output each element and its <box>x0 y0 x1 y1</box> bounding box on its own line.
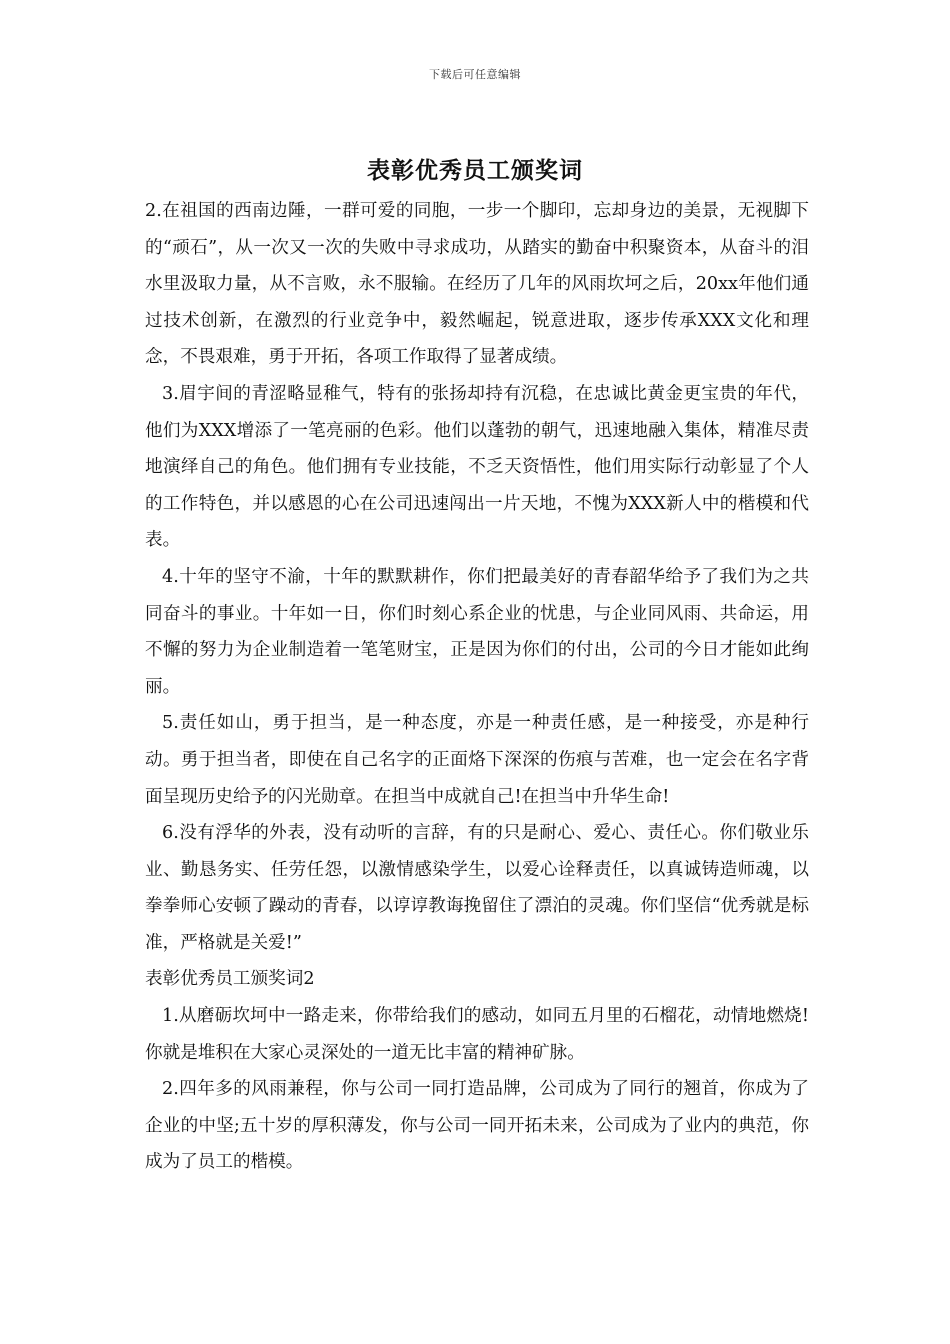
paragraph-2: 2.在祖国的西南边陲，一群可爱的同胞，一步一个脚印，忘却身边的美景，无视脚下的“顽石”，从一次又一次的失败中寻求成功，从踏实的勤奋中积聚资本，从奋斗的泪水里汲取力量，从不言败，永不服输。在经历了几年的风雨坎坷之后，20xx年他们通过技术创新，在激烈的行业竞争中，毅然崛起，锐意进取，逐步传承XXX文化和理念，不畏艰难，勇于开拓，各项工作取得了显著成绩。 <box>145 201 809 368</box>
header-note: 下载后可任意编辑 <box>429 68 521 81</box>
document-title: 表彰优秀员工颁奖词 <box>367 157 583 184</box>
document-body <box>145 193 809 1181</box>
section2-paragraph-2: 2.四年多的风雨兼程，你与公司一同打造品牌，公司成为了同行的翘首，你成为了企业的中坚;五十岁的厚积薄发，你与公司一同开拓未来，公司成为了业内的典范，你成为了员工的楷模。 <box>145 1079 809 1173</box>
section-heading: 表彰优秀员工颁奖词2 <box>145 969 315 990</box>
paragraph-6: 6.没有浮华的外表，没有动听的言辞，有的只是耐心、爱心、责任心。你们敬业乐业、勤恳务实、任劳任怨，以激情感染学生，以爱心诠释责任，以真诚铸造师魂，以拳拳师心安顿了躁动的青春，以谆谆教诲挽留住了漂泊的灵魂。你们坚信“优秀就是标准，严格就是关爱!” <box>145 823 809 953</box>
paragraph-4: 4.十年的坚守不渝，十年的默默耕作，你们把最美好的青春韶华给予了我们为之共同奋斗的事业。十年如一日，你们时刻心系企业的忧患，与企业同风雨、共命运，用不懈的努力为企业制造着一笔笔财宝，正是因为你们的付出，公司的今日才能如此绚丽。 <box>145 566 809 697</box>
paragraph-3: 3.眉宇间的青涩略显稚气，特有的张扬却持有沉稳，在忠诚比黄金更宝贵的年代，他们为XXX增添了一笔亮丽的色彩。他们以蓬勃的朝气，迅速地融入集体，精准尽责地演绎自己的角色。他们拥有专业技能，不乏天资悟性，他们用实际行动彰显了个人的工作特色，并以感恩的心在公司迅速闯出一片天地，不愧为XXX新人中的楷模和代表。 <box>145 383 809 551</box>
paragraph-5: 5.责任如山，勇于担当，是一种态度，亦是一种责任感，是一种接受，亦是种行动。勇于担当者，即使在自己名字的正面烙下深深的伤痕与苦难，也一定会在名字背面呈现历史给予的闪光勋章。在担当中成就自己!在担当中升华生命! <box>145 713 809 807</box>
section2-paragraph-1: 1.从磨砺坎坷中一路走来，你带给我们的感动，如同五月里的石榴花，动情地燃烧!你就是堆积在大家心灵深处的一道无比丰富的精神矿脉。 <box>145 1006 809 1063</box>
